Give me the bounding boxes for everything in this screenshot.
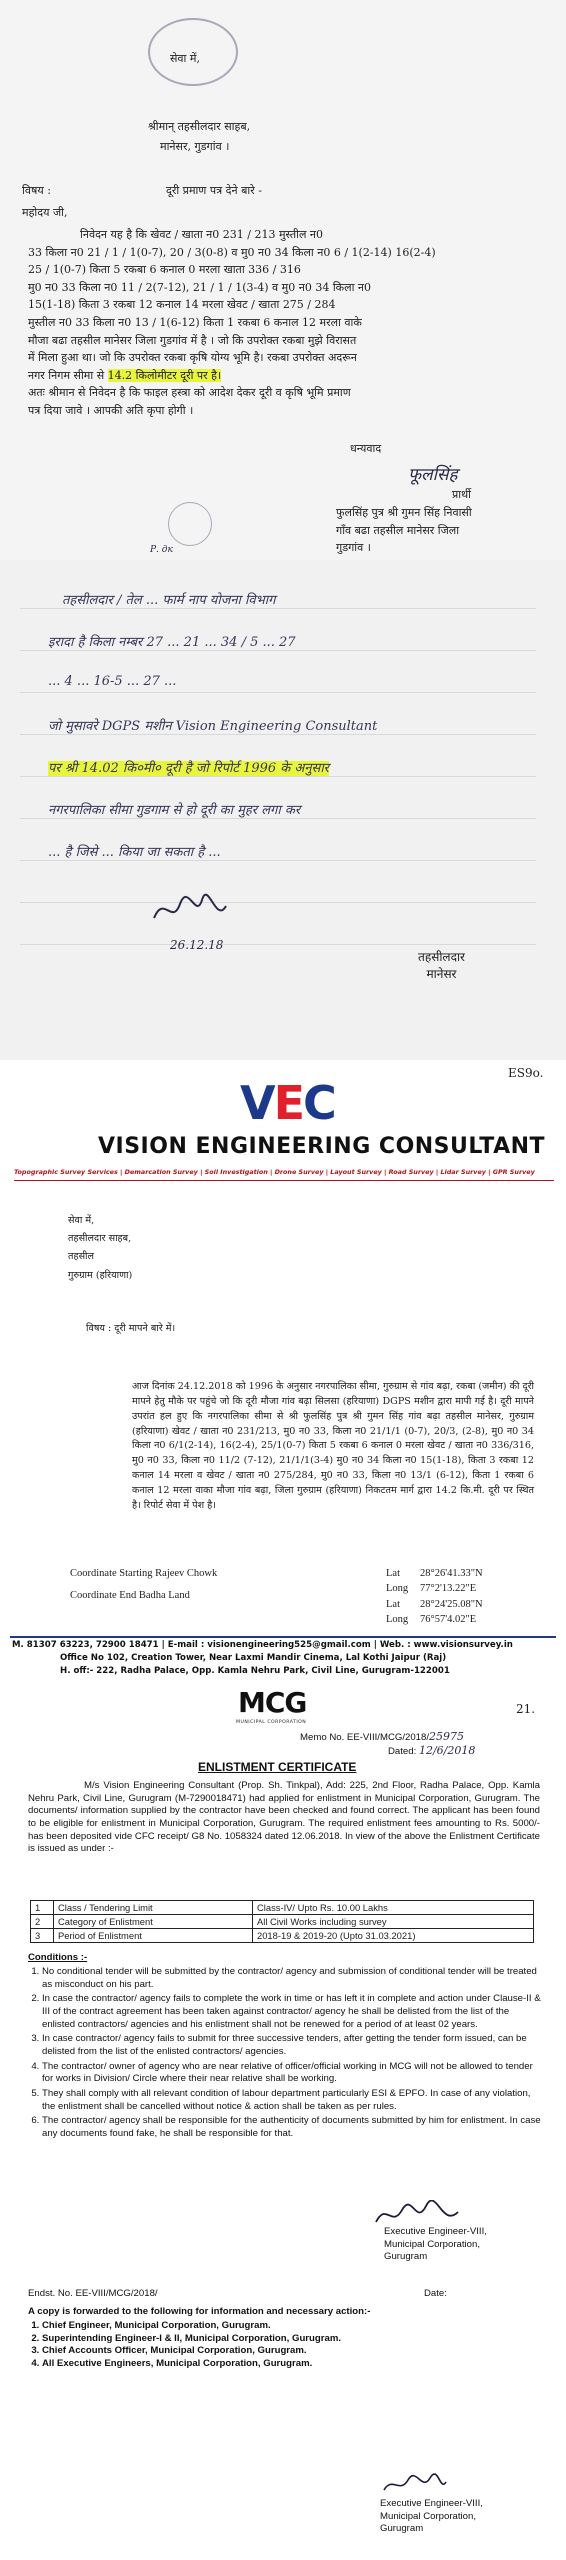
copy-list	[28, 2320, 542, 2371]
condition-item: 2. In case the contractor/ agency fails to complete the work in time or has left it in complete and action under Clause-II & III of the contract agreement has been taken against contractor/ agency he shall be delisted from the list of the enlisted contractors/ agencies and his enlistment shall not be renewed for a period of at least 02 years.	[42, 1993, 542, 2031]
footer-office: Office No 102, Creation Tower, Near Laxmi Mandir Cinema, Lal Kothi Jaipur (Raj)	[60, 1653, 447, 1663]
memo-number: Memo No. EE-VIII/MCG/2018/25975	[300, 1730, 465, 1743]
thanks-text: धन्यवाद	[350, 442, 382, 455]
handwritten-note-page	[0, 560, 566, 1060]
body-line: निवेदन यह है कि खेवट / खाता न0 231 / 213 मुस्तील न0	[80, 228, 324, 241]
footer-head-office: H. off:- 222, Radha Palace, Opp. Kamla Nehru Park, Civil Line, Gurugram-122001	[60, 1666, 450, 1676]
condition-item: 1. No conditional tender will be submitted by the contractor/ agency and submission of conditional tender will be treated as misconduct on his part.	[42, 1966, 542, 1991]
body-line: 15(1-18) किता 3 रकबा 12 कनाल 14 मरला खेवट / खाता 275 / 284	[28, 298, 336, 312]
tehsildar-stamp: तहसीलदार मानेसर	[418, 950, 465, 981]
copy-recipient: 3. Chief Accounts Officer, Municipal Corporation, Gurugram.	[42, 2345, 542, 2358]
consultant-letter-page: ES9o. VEC VISION ENGINEERING CONSULTANT Topographic Survey Services | Demarcation Survey | Soil Investigation | Drone Survey | Layout Survey | Road Survey | Lidar Survey | GPR Survey सेवा में, तहसीलदार साहब, तहसील गुरुग्राम (हरियाणा) विषय : दूरी मापने बारे में। आज दिनांक 24.12.2018 को 1996 के अनुसार नगरपालिका सीमा, गुरुग्राम से गांव बढ़ा, रकबा (जमीन) की दूरी मापने हेतु मौके पर पहुंचे जो कि दूरी मौजा गांव बढ़ा सिलसा (हरियाणा) DGPS मशीन द्वारा मापी गई है। दूरी मापने उपरांत हल हुए कि नगरपालिका सीमा से श्री फुलसिंह पुत्र श्री गुमन सिंह गांव बढ़ा तहसील मानेसर, गुरुग्राम (हरियाणा) खेवट / खाता न0 231/213, मु0 न0 33, किला न0 21/1/1 (0-7), 20/3, (2-8), मु0 न0 34 किला न0 6/1(2-14), 16(2-4), 25/1(0-7) किता 5 रकबा 6 कनाल 0 मरला खेवट / खाता न0 336/316, मु0 न0 33, किला न0 11/2 (7-12), 21/1/1(3-4) मु0 न0 34 किला न0 15(1-18), किता 3 रकबा 12 कनाल 14 मरला व खेवट / खाता न0 275/284, मु0 न0 33, किला न0 13/1 (6-12), किता 1 रकबा 6 कनाल 12 मरला वाका मौजा गांव बढ़ा, जिला गुरुग्राम (हरियाणा) निकटतम मार्ग द्वारा 14.2 कि.मी. दूरी पर स्थित है। रिपोर्ट सेवा में पेश है। Coordinate Starting Rajeev Chowk Lat 28°26'41.33"N Long 77°2'13.22"E Coordinate End Badha Land Lat 28°24'25.08"N Long 76°57'4.02"E M. 81307 63223, 72900 18471 | E-mail : visionengineering525@gmail.com | Web. : www.visionsurvey.in Office No 102, Creation Tower, Near Laxmi Mandir Cinema, Lal Kothi Jaipur (Raj) H. off:- 222, Radha Palace, Opp. Kamla Nehru Park, Civil Line, Gurugram-122001	[0, 1060, 566, 1680]
handwritten-line: ... 4 ... 16-5 ... 27 ...	[48, 674, 177, 689]
body-line: 25 / 1(0-7) किता 5 रकबा 6 कनाल 0 मरला खाता 336 / 316	[28, 263, 301, 277]
certificate-intro: M/s Vision Engineering Consultant (Prop. Sh. Tinkpal), Add: 225, 2nd Floor, Radha Palace, Opp. Kamla Nehru Park, Civil Line, Gurugram (M-7290018471) had applied for enlistment in Municipal Corporation, Gurugram. The documents/ information supplied by the contractor have been checked and found correct. The applicant has been found to be eligible for enlistment in Municipal Corporation, Gurugram. The required enlistment fees amounting to Rs. 5000/- has been deposited vide CFC receipt/ G8 No. 1058324 dated 12.06.2018. In view of the above the Enlistment Certificate is issued as under :-	[28, 1780, 540, 1855]
handwritten-line	[48, 758, 329, 776]
enlistment-certificate-page	[0, 1680, 566, 2560]
endorsement-number: Endst. No. EE-VIII/MCG/2018/	[28, 2288, 158, 2299]
applicant-signature: फूलसिंह	[408, 465, 458, 485]
header-rule	[14, 1180, 554, 1181]
signatory-block-2: Executive Engineer-VIII, Municipal Corporation, Gurugram	[380, 2498, 483, 2535]
table-row: 2 Category of Enlistment All Civil Works including survey	[31, 1915, 534, 1929]
application-body	[28, 226, 548, 420]
highlighted-handwritten-distance: पर श्री 14.02 कि०मी० दूरी है जो रिपोर्ट 1996 के अनुसार	[48, 761, 330, 776]
conditions-title: Conditions :-	[28, 1952, 88, 1963]
endorsement-date: Date:	[424, 2288, 447, 2299]
body-line: मौजा बढा तहसील मानेसर जिला गुडगांव में है । जो कि उपरोक्त रकबा मुझे विरासत	[28, 333, 357, 347]
thumb-impression	[168, 502, 212, 546]
body-line: मु0 न0 33 किला न0 11 / 2(7-12), 21 / 1 / 1(3-4) व मु0 न0 34 किला न0	[28, 280, 372, 294]
addressee-salutation: सेवा में,	[170, 52, 200, 65]
certificate-title: ENLISTMENT CERTIFICATE	[198, 1760, 357, 1774]
subject-label: विषय :	[22, 184, 51, 197]
signature-scribble-icon	[380, 2472, 450, 2496]
salutation: महोदय जी,	[22, 206, 68, 219]
coordinate-start: Coordinate Starting Rajeev Chowk Lat 28°26'41.33"N	[70, 1568, 483, 1579]
subject-text: दूरी प्रमाण पत्र देने बारे -	[166, 184, 262, 197]
body-line: में मिला हुआ था। जो कि उपरोक्त रकबा कृषि योग्य भूमि है। रकबा उपरोक्त अदरून	[28, 351, 357, 365]
page-number-mark: 21.	[516, 1702, 536, 1716]
signature-scribble-icon	[150, 890, 230, 930]
highlighted-distance: 14.2 किलोमीटर दूरी पर है।	[107, 368, 222, 382]
memo-date: Dated: 12/6/2018	[388, 1744, 476, 1757]
letter-address: सेवा में, तहसीलदार साहब, तहसील गुरुग्राम (हरियाणा)	[68, 1215, 133, 1281]
body-line: मुस्तील न0 33 किला न0 13 / 1(6-12) किता 1 रकबा 6 कनाल 12 मरला वाके	[28, 315, 362, 329]
copy-intro: A copy is forwarded to the following for information and necessary action:-	[28, 2306, 371, 2317]
copy-recipient: 1. Chief Engineer, Municipal Corporation, Gurugram.	[42, 2320, 542, 2333]
body-line: पत्र दिया जावे । आपकी अति कृपा होगी ।	[28, 403, 194, 417]
copy-recipient: 4. All Executive Engineers, Municipal Corporation, Gurugram.	[42, 2358, 542, 2371]
addressee-place: मानेसर, गुडगांव ।	[160, 140, 230, 153]
services-strip: Topographic Survey Services | Demarcation Survey | Soil Investigation | Drone Survey | Layout Survey | Road Survey | Lidar Survey | GPR Survey	[14, 1168, 535, 1176]
applicant-details: फुलसिंह पुत्र श्री गुमन सिंह निवासी गाँव बढा तहसील मानेसर जिला गुडगांव ।	[336, 506, 472, 555]
enlistment-table	[30, 1900, 534, 1943]
body-line: नगर निगम सीमा से 14.2 किलोमीटर दूरी पर है।	[28, 368, 222, 382]
body-line: अतः श्रीमान से निवेदन है कि फाइल हस्त्रा को आदेश देकर दूरी व कृषि भूमि प्रमाण	[28, 386, 351, 400]
handwritten-line: नगरपालिका सीमा गुडगाम से हो दूरी का मुहर लगा कर	[48, 803, 301, 818]
company-name: VISION ENGINEERING CONSULTANT	[98, 1134, 546, 1159]
letter-body: आज दिनांक 24.12.2018 को 1996 के अनुसार नगरपालिका सीमा, गुरुग्राम से गांव बढ़ा, रकबा (जमीन) की दूरी मापने हेतु मौके पर पहुंचे जो कि दूरी मौजा गांव बढ़ा सिलसा (हरियाणा) DGPS मशीन द्वारा मापी गई है। दूरी मापने उपरांत हल हुए कि नगरपालिका सीमा से श्री फुलसिंह पुत्र श्री गुमन सिंह गांव बढ़ा तहसील मानेसर, गुरुग्राम (हरियाणा) खेवट / खाता न0 231/213, मु0 न0 33, किला न0 21/1/1 (0-7), 20/3, (2-8), मु0 न0 34 किला न0 6/1(2-14), 16(2-4), 25/1(0-7) किता 5 रकबा 6 कनाल 0 मरला खेवट / खाता न0 336/316, मु0 न0 33, किला न0 11/2 (7-12), 21/1/1(3-4) मु0 न0 34 किला न0 15(1-18), किता 3 रकबा 12 कनाल 14 मरला व खेवट / खाता न0 275/284, मु0 न0 33, किला न0 13/1 (6-12), किता 1 रकबा 6 कनाल 12 मरला वाका मौजा गांव बढ़ा, जिला गुरुग्राम (हरियाणा) निकटतम मार्ग द्वारा 14.2 कि.मी. दूरी पर स्थित है। रिपोर्ट सेवा में पेश है।	[132, 1381, 534, 1511]
addressee-title: श्रीमान् तहसीलदार साहब,	[148, 120, 251, 133]
applicant-label: प्रार्थी	[452, 488, 471, 501]
handwritten-line: तहसीलदार / तेल ... फार्म नाप योजना विभाग	[62, 593, 276, 608]
table-row: 3 Period of Enlistment 2018-19 & 2019-20 (Upto 31.03.2021)	[31, 1929, 534, 1943]
officer-signature	[150, 890, 230, 936]
letter-subject: विषय : दूरी मापने बारे में।	[86, 1323, 176, 1334]
engineer-signature-2	[380, 2472, 450, 2500]
application-page	[0, 0, 566, 560]
condition-item: 5. They shall comply with all relevant condition of labour department particularly ESI & EPFO. In case of any violation, the enlistment shall be cancelled without notice & action shall be taken as per rules.	[42, 2088, 542, 2113]
handwritten-line: इरादा है किला नम्बर 27 ... 21 ... 34 / 5 ... 27	[48, 635, 296, 650]
footer-contact: M. 81307 63223, 72900 18471 | E-mail : visionengineering525@gmail.com | Web. : www.visionsurvey.in	[12, 1640, 513, 1650]
condition-item: 6. The contractor/ agency shall be responsible for the authenticity of documents submitted by him for enlistment. In case any documents found fake, he shall be responsible for that.	[42, 2115, 542, 2140]
mcg-logo-subtitle: MUNICIPAL CORPORATION	[236, 1720, 307, 1725]
note-date: 26.12.18	[170, 938, 224, 952]
mcg-logo: MCG	[238, 1686, 307, 1719]
body-line: 33 किला न0 21 / 1 / 1(0-7), 20 / 3(0-8) व मु0 न0 34 किला न0 6 / 1(2-14) 16(2-4)	[28, 245, 436, 259]
table-row: 1 Class / Tendering Limit Class-IV/ Upto Rs. 10.00 Lakhs	[31, 1901, 534, 1915]
conditions-list	[28, 1966, 542, 2143]
condition-item: 3. In case contractor/ agency fails to submit for three successive tenders, after getting the tender form issued, can be delisted from the list of the enlisted contractors/ agencies.	[42, 2033, 542, 2058]
thumb-label: Р. дк	[150, 545, 173, 555]
copy-recipient: 2. Superintending Engineer-I & II, Municipal Corporation, Gurugram.	[42, 2333, 542, 2346]
coordinate-end: Coordinate End Badha Land	[70, 1590, 190, 1601]
handwritten-line: ... है जिसे ... किया जा सकता है ...	[48, 845, 221, 860]
vec-logo: VEC	[240, 1076, 335, 1130]
corner-mark: ES9o.	[508, 1066, 544, 1080]
footer-rule	[10, 1636, 556, 1638]
signatory-block-1: Executive Engineer-VIII, Municipal Corporation, Gurugram	[384, 2226, 487, 2263]
condition-item: 4. The contractor/ owner of agency who are near relative of officer/official working in MCG will not be allowed to tender for works in Division/ Circle where their near relative shall be working.	[42, 2061, 542, 2086]
handwritten-line: जो मुसावरे DGPS मशीन Vision Engineering Consultant	[48, 719, 378, 734]
